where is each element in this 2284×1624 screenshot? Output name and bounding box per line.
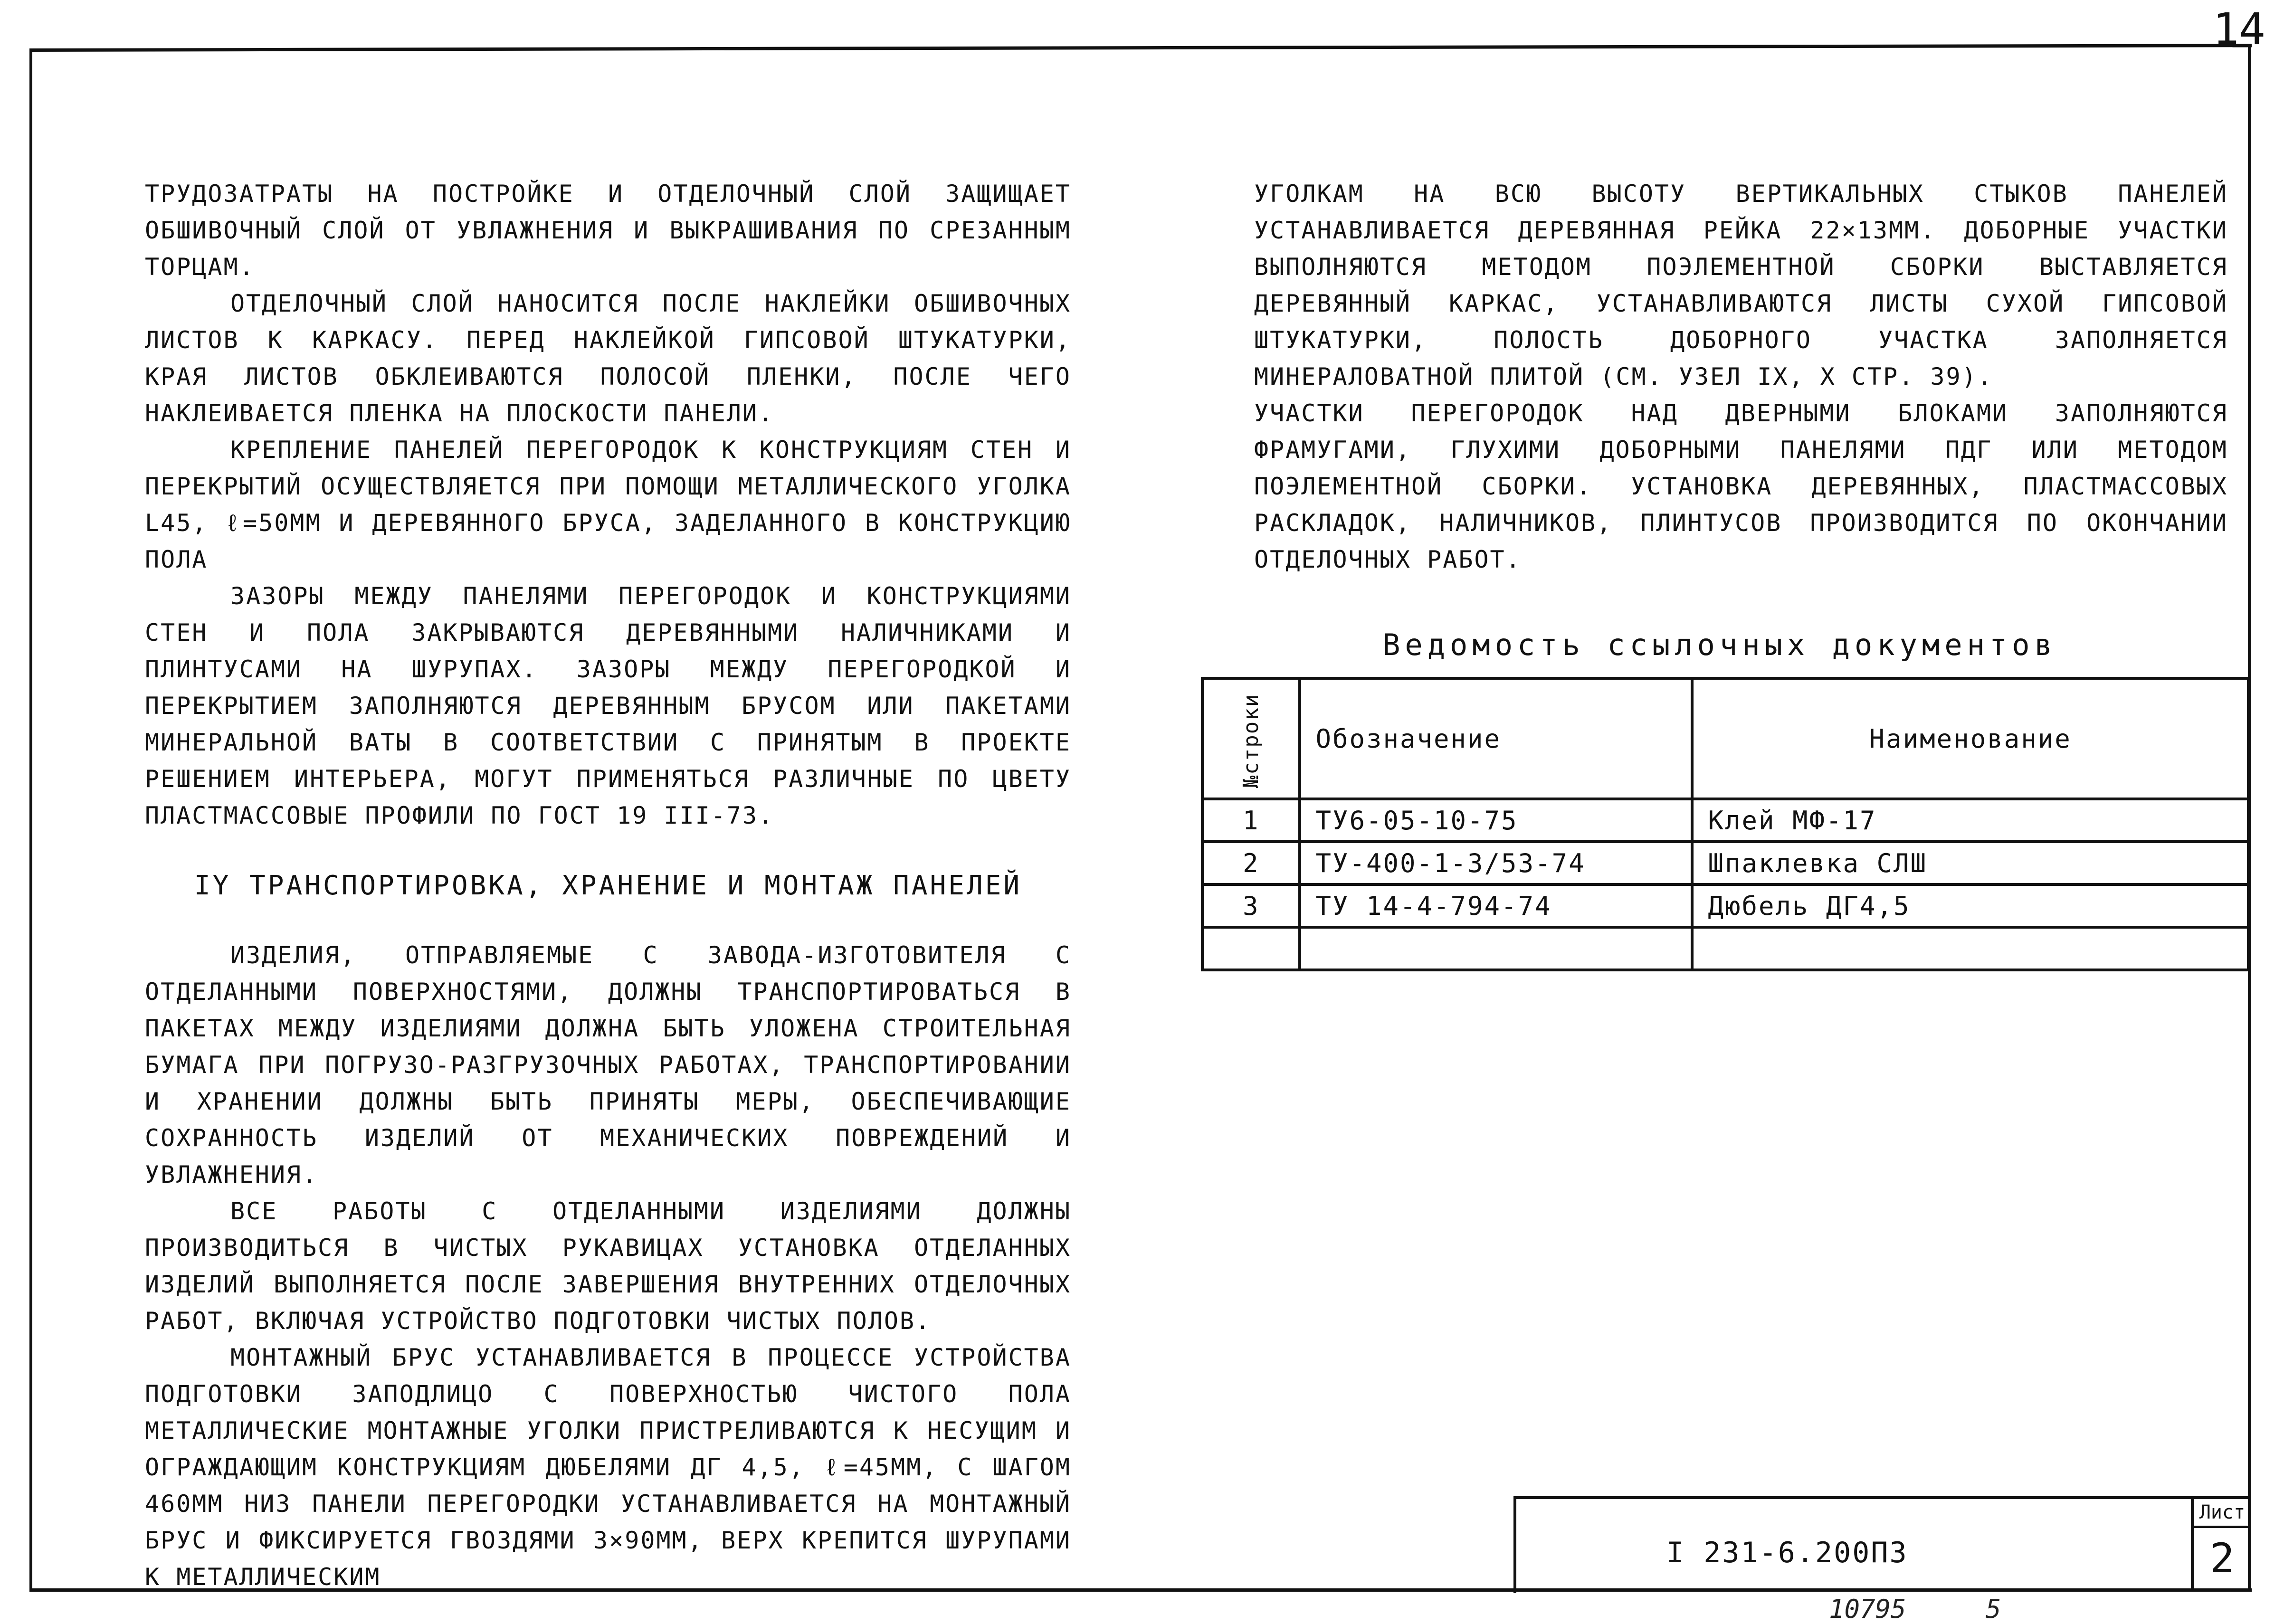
frame-top-line <box>29 44 2252 52</box>
row-name <box>1692 927 2248 970</box>
table-row <box>1202 799 2248 842</box>
header-row-number-label: №строки <box>1239 693 1264 788</box>
left-paragraph-6: ВСЕ РАБОТЫ С ОТДЕЛАННЫМИ ИЗДЕЛИЯМИ ДОЛЖНЫ ПРОИЗВОДИТЬСЯ В ЧИСТЫХ РУКАВИЦАХ УСТАНОВКА ОТДЕЛАННЫХ ИЗДЕЛИЙ ВЫПОЛНЯЕТСЯ ПОСЛЕ ЗАВЕРШЕНИЯ ВНУТРЕННИХ ОТДЕЛОЧНЫХ РАБОТ, ВКЛЮЧАЯ УСТРОЙСТВО ПОДГОТОВКИ ЧИСТЫХ ПОЛОВ. <box>145 1197 1071 1335</box>
left-paragraph-4: ЗАЗОРЫ МЕЖДУ ПАНЕЛЯМИ ПЕРЕГОРОДОК И КОНСТРУКЦИЯМИ СТЕН И ПОЛА ЗАКРЫВАЮТСЯ ДЕРЕВЯННЫМИ НАЛИЧНИКАМИ И ПЛИНТУСАМИ НА ШУРУПАХ. ЗАЗОРЫ МЕЖДУ ПЕРЕГОРОДКОЙ И ПЕРЕКРЫТИЕМ ЗАПОЛНЯЮТСЯ ДЕРЕВЯННЫМ БРУСОМ ИЛИ ПАКЕТАМИ МИНЕРАЛЬНОЙ ВАТЫ В СООТВЕТСТВИИ С ПРИНЯТЫМ В ПРОЕКТЕ РЕШЕНИЕМ ИНТЕРЬЕРА, МОГУТ ПРИМЕНЯТЬСЯ РАЗЛИЧНЫЕ ПО ЦВЕТУ ПЛАСТМАССОВЫЕ ПРОФИЛИ ПО ГОСТ 19 III-73. <box>145 582 1071 829</box>
left-paragraph-2: ОТДЕЛОЧНЫЙ СЛОЙ НАНОСИТСЯ ПОСЛЕ НАКЛЕЙКИ ОБШИВОЧНЫХ ЛИСТОВ К КАРКАСУ. ПЕРЕД НАКЛЕЙКОЙ ГИПСОВОЙ ШТУКАТУРКИ, КРАЯ ЛИСТОВ ОБКЛЕИВАЮТСЯ ПОЛОСОЙ ПЛЕНКИ, ПОСЛЕ ЧЕГО НАКЛЕИВАЕТСЯ ПЛЕНКА НА ПЛОСКОСТИ ПАНЕЛИ. <box>145 290 1071 427</box>
frame-left-line <box>29 48 32 1591</box>
title-block <box>1513 1496 2251 1593</box>
footer-number: 5 <box>1986 1594 2001 1624</box>
row-name: Клей МФ-17 <box>1692 799 2248 842</box>
footer-inventory-number: 10795 <box>1829 1594 1906 1624</box>
row-name: Шпаклевка СЛШ <box>1692 842 2248 884</box>
table-row <box>1202 927 2248 970</box>
left-paragraph-5: ИЗДЕЛИЯ, ОТПРАВЛЯЕМЫЕ С ЗАВОДА-ИЗГОТОВИТЕЛЯ С ОТДЕЛАННЫМИ ПОВЕРХНОСТЯМИ, ДОЛЖНЫ ТРАНСПОРТИРОВАТЬСЯ В ПАКЕТАХ МЕЖДУ ИЗДЕЛИЯМИ ДОЛЖНА БЫТЬ УЛОЖЕНА СТРОИТЕЛЬНАЯ БУМАГА ПРИ ПОГРУЗО-РАЗГРУЗОЧНЫХ РАБОТАХ, ТРАНСПОРТИРОВАНИИ И ХРАНЕНИИ ДОЛЖНЫ БЫТЬ ПРИНЯТЫ МЕРЫ, ОБЕСПЕЧИВАЮЩИЕ СОХРАННОСТЬ ИЗДЕЛИЙ ОТ МЕХАНИЧЕСКИХ ПОВРЕЖДЕНИЙ И УВЛАЖНЕНИЯ. <box>145 941 1071 1188</box>
table-row <box>1202 842 2248 884</box>
sheet-label: Лист <box>2194 1499 2251 1528</box>
row-designation: ТУ-400-1-3/53-74 <box>1300 842 1692 884</box>
ref-table-title: Ведомость ссылочных документов <box>1382 627 2057 662</box>
left-column <box>145 176 1071 1596</box>
right-paragraph-1: УГОЛКАМ НА ВСЮ ВЫСОТУ ВЕРТИКАЛЬНЫХ СТЫКОВ ПАНЕЛЕЙ УСТАНАВЛИВАЕТСЯ ДЕРЕВЯННАЯ РЕЙКА 22×13ММ. ДОБОРНЫЕ УЧАСТКИ ВЫПОЛНЯЮТСЯ МЕТОДОМ ПОЭЛЕМЕНТНОЙ СБОРКИ ВЫСТАВЛЯЕТСЯ ДЕРЕВЯННЫЙ КАРКАС, УСТАНАВЛИВАЮТСЯ ЛИСТЫ СУХОЙ ГИПСОВОЙ ШТУКАТУРКИ, ПОЛОСТЬ ДОБОРНОГО УЧАСТКА ЗАПОЛНЯЕТСЯ МИНЕРАЛОВАТНОЙ ПЛИТОЙ (СМ. УЗЕЛ IX, X СТР. 39). <box>1254 180 2228 390</box>
row-designation: ТУ6-05-10-75 <box>1300 799 1692 842</box>
table-row <box>1202 884 2248 927</box>
header-name: Наименование <box>1692 678 2248 799</box>
row-number: 3 <box>1202 884 1300 927</box>
page-number-top: 14 <box>2213 4 2265 55</box>
row-name: Дюбель ДГ4,5 <box>1692 884 2248 927</box>
sheet-cell <box>2191 1499 2251 1590</box>
left-paragraph-7: МОНТАЖНЫЙ БРУС УСТАНАВЛИВАЕТСЯ В ПРОЦЕССЕ УСТРОЙСТВА ПОДГОТОВКИ ЗАПОДЛИЦО С ПОВЕРХНОСТЬЮ ЧИСТОГО ПОЛА МЕТАЛЛИЧЕСКИЕ МОНТАЖНЫЕ УГОЛКИ ПРИСТРЕЛИВАЮТСЯ К НЕСУЩИМ И ОГРАЖДАЮЩИМ КОНСТРУКЦИЯМ ДЮБЕЛЯМИ ДГ 4,5, ℓ=45ММ, С ШАГОМ 460ММ НИЗ ПАНЕЛИ ПЕРЕГОРОДКИ УСТАНАВЛИВАЕТСЯ НА МОНТАЖНЫЙ БРУС И ФИКСИРУЕТСЯ ГВОЗДЯМИ 3×90ММ, ВЕРХ КРЕПИТСЯ ШУРУПАМИ К МЕТАЛЛИЧЕСКИМ <box>145 1344 1071 1591</box>
document-code: I 231-6.200П3 <box>1666 1536 1908 1569</box>
header-designation: Обозначение <box>1300 678 1692 799</box>
row-designation <box>1300 927 1692 970</box>
header-row-number <box>1202 678 1300 799</box>
left-paragraph-3: КРЕПЛЕНИЕ ПАНЕЛЕЙ ПЕРЕГОРОДОК К КОНСТРУКЦИЯМ СТЕН И ПЕРЕКРЫТИЙ ОСУЩЕСТВЛЯЕТСЯ ПРИ ПОМОЩИ МЕТАЛЛИЧЕСКОГО УГОЛКА L45, ℓ=50ММ И ДЕРЕВЯННОГО БРУСА, ЗАДЕЛАННОГО В КОНСТРУКЦИЮ ПОЛА <box>145 436 1071 573</box>
right-column <box>1254 176 2228 578</box>
section-heading: IY ТРАНСПОРТИРОВКА, ХРАНЕНИЕ И МОНТАЖ ПАНЕЛЕЙ <box>194 870 1022 901</box>
row-designation: ТУ 14-4-794-74 <box>1300 884 1692 927</box>
row-number: 2 <box>1202 842 1300 884</box>
right-paragraph-2: УЧАСТКИ ПЕРЕГОРОДОК НАД ДВЕРНЫМИ БЛОКАМИ ЗАПОЛНЯЮТСЯ ФРАМУГАМИ, ГЛУХИМИ ДОБОРНЫМИ ПАНЕЛЯМИ ПДГ ИЛИ МЕТОДОМ ПОЭЛЕМЕНТНОЙ СБОРКИ. УСТАНОВКА ДЕРЕВЯННЫХ, ПЛАСТМАССОВЫХ РАСКЛАДОК, НАЛИЧНИКОВ, ПЛИНТУСОВ ПРОИЗВОДИТСЯ ПО ОКОНЧАНИИ ОТДЕЛОЧНЫХ РАБОТ. <box>1254 399 2228 573</box>
ref-table <box>1201 677 2250 971</box>
left-paragraph-1: ТРУДОЗАТРАТЫ НА ПОСТРОЙКЕ И ОТДЕЛОЧНЫЙ СЛОЙ ЗАЩИЩАЕТ ОБШИВОЧНЫЙ СЛОЙ ОТ УВЛАЖНЕНИЯ И ВЫКРАШИВАНИЯ ПО СРЕЗАННЫМ ТОРЦАМ. <box>145 180 1071 281</box>
sheet-number: 2 <box>2210 1535 2235 1582</box>
ref-table-header-row <box>1202 678 2248 799</box>
row-number <box>1202 927 1300 970</box>
row-number: 1 <box>1202 799 1300 842</box>
